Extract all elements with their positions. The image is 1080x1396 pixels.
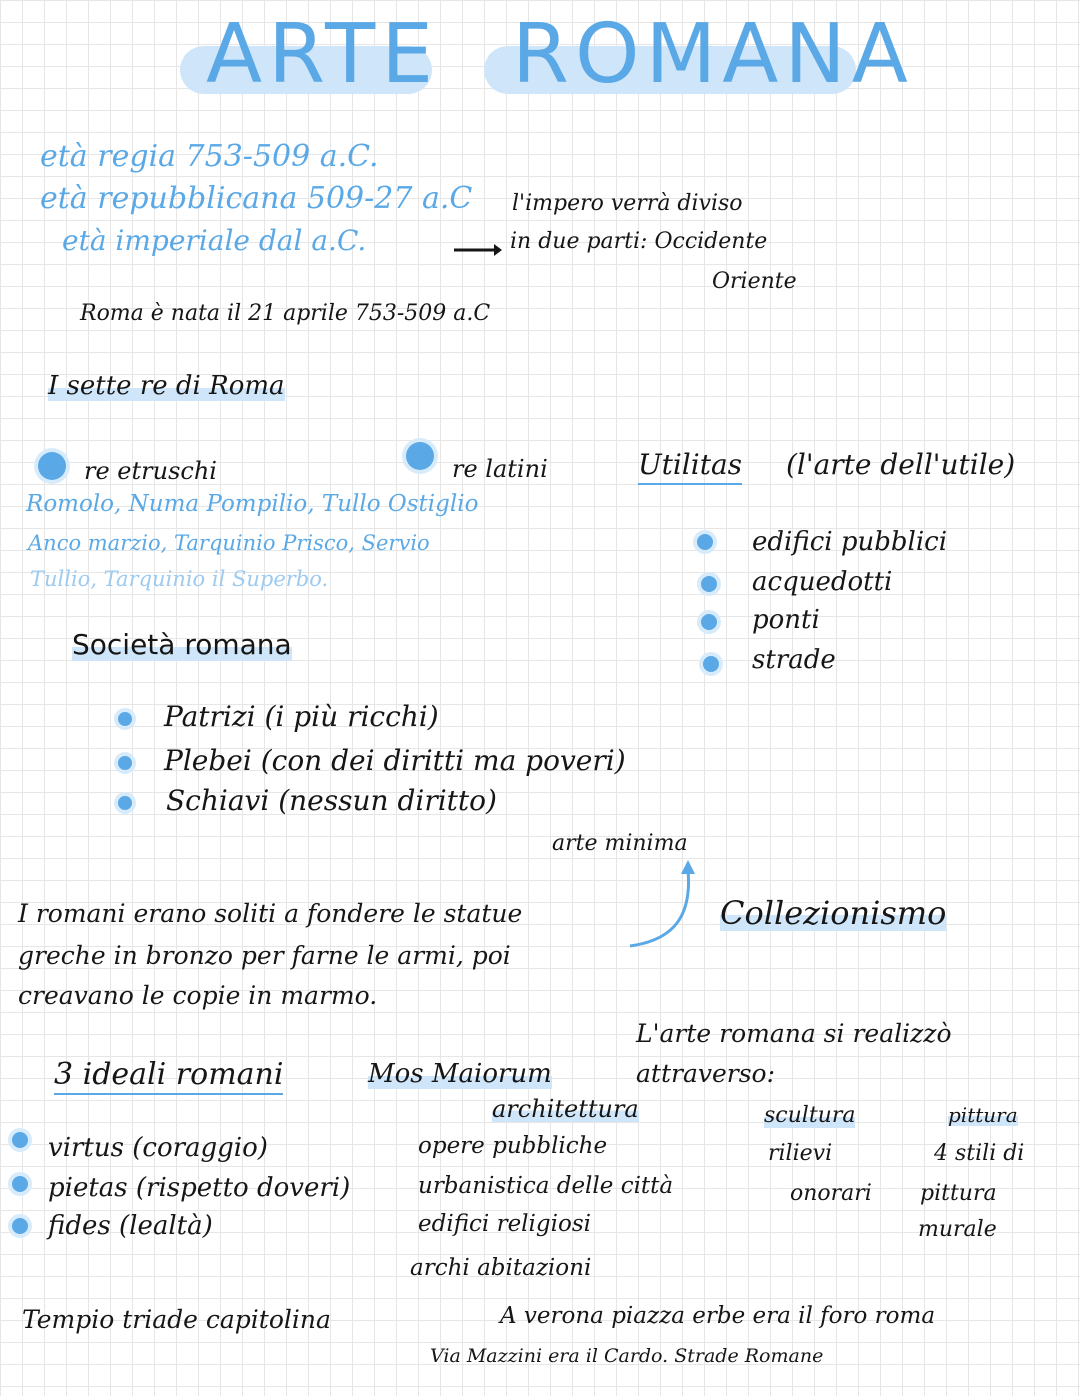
collezionismo-heading: Collezionismo (720, 894, 947, 932)
founding-date: Roma è nata il 21 aprile 753-509 a.C (80, 301, 491, 326)
verona-line2: Via Mazzini era il Cardo. Strade Romane (430, 1345, 824, 1367)
ideal-item: pietas (rispetto doveri) (48, 1173, 351, 1203)
arte-romana-line1: L'arte romana si realizzò (636, 1019, 952, 1048)
kings-names-line2: Anco marzio, Tarquinio Prisco, Servio (28, 531, 430, 555)
bullet-icon (12, 1132, 28, 1148)
arte-minima-label: arte minima (552, 831, 688, 856)
ideals-heading: 3 ideali romani (54, 1058, 283, 1095)
bullet-icon (701, 614, 717, 630)
bullet-icon (697, 534, 713, 550)
pittura-heading: pittura (948, 1103, 1018, 1127)
collezionismo-text-2: greche in bronzo per farne le armi, poi (18, 941, 511, 970)
architettura-heading: architettura (492, 1095, 639, 1123)
title-romana: ROMANA (512, 7, 914, 102)
bullet-icon (118, 796, 132, 810)
pittura-item: murale (918, 1217, 997, 1242)
period-regia: età regia 753-509 a.C. (40, 139, 379, 174)
bullet-icon (406, 442, 434, 470)
architettura-item: opere pubbliche (418, 1133, 608, 1159)
utilitas-item: strade (752, 645, 836, 675)
bullet-icon (118, 756, 132, 770)
arte-romana-line2: attraverso: (636, 1059, 776, 1088)
pittura-item: 4 stili di (934, 1141, 1025, 1166)
period-imperiale: età imperiale dal a.C. (62, 224, 367, 257)
scultura-item: onorari (790, 1181, 872, 1206)
impero-note-3: Oriente (712, 269, 797, 294)
curved-arrow-icon (624, 856, 734, 956)
society-item: Schiavi (nessun diritto) (166, 784, 497, 817)
utilitas-item: ponti (752, 605, 820, 635)
tempio-label: Tempio triade capitolina (22, 1305, 331, 1334)
impero-note-1: l'impero verrà diviso (512, 191, 743, 216)
mos-maiorum: Mos Maiorum (368, 1059, 552, 1089)
arrow-right-icon (452, 240, 502, 260)
ideal-item: fides (lealtà) (48, 1211, 213, 1241)
bullet-icon (12, 1218, 28, 1234)
collezionismo-text-1: I romani erano soliti a fondere le statue (18, 899, 523, 928)
utilitas-item: acquedotti (752, 567, 893, 597)
collezionismo-text-3: creavano le copie in marmo. (18, 981, 378, 1010)
architettura-item: edifici religiosi (418, 1211, 591, 1237)
utilitas-heading: Utilitas (638, 450, 742, 485)
utilitas-item: edifici pubblici (752, 527, 948, 557)
bullet-icon (118, 712, 132, 726)
architettura-item: archi abitazioni (410, 1255, 592, 1281)
latin-kings-label: re latini (452, 455, 548, 483)
scultura-heading: scultura (764, 1103, 856, 1128)
seven-kings-heading: I sette re di Roma (48, 371, 285, 401)
society-heading: Società romana (72, 628, 292, 661)
kings-names-line1: Romolo, Numa Pompilio, Tullo Ostiglio (26, 491, 479, 517)
society-item: Plebei (con dei diritti ma poveri) (164, 744, 626, 777)
bullet-icon (38, 452, 66, 480)
period-repubblicana: età repubblicana 509-27 a.C (40, 181, 473, 216)
verona-line1: A verona piazza erbe era il foro roma (500, 1303, 936, 1329)
architettura-item: urbanistica delle città (418, 1173, 674, 1199)
etruscan-kings-label: re etruschi (84, 457, 217, 485)
kings-names-line3: Tullio, Tarquinio il Superbo. (30, 567, 329, 591)
pittura-item: pittura (920, 1181, 997, 1206)
utilitas-subtitle: (l'arte dell'utile) (786, 448, 1016, 481)
society-item: Patrizi (i più ricchi) (164, 700, 439, 733)
bullet-icon (701, 576, 717, 592)
bullet-icon (12, 1176, 28, 1192)
scultura-item: rilievi (768, 1141, 833, 1166)
title-arte: ARTE (206, 7, 440, 102)
ideal-item: virtus (coraggio) (48, 1133, 268, 1163)
impero-note-2: in due parti: Occidente (510, 229, 768, 254)
bullet-icon (703, 656, 719, 672)
